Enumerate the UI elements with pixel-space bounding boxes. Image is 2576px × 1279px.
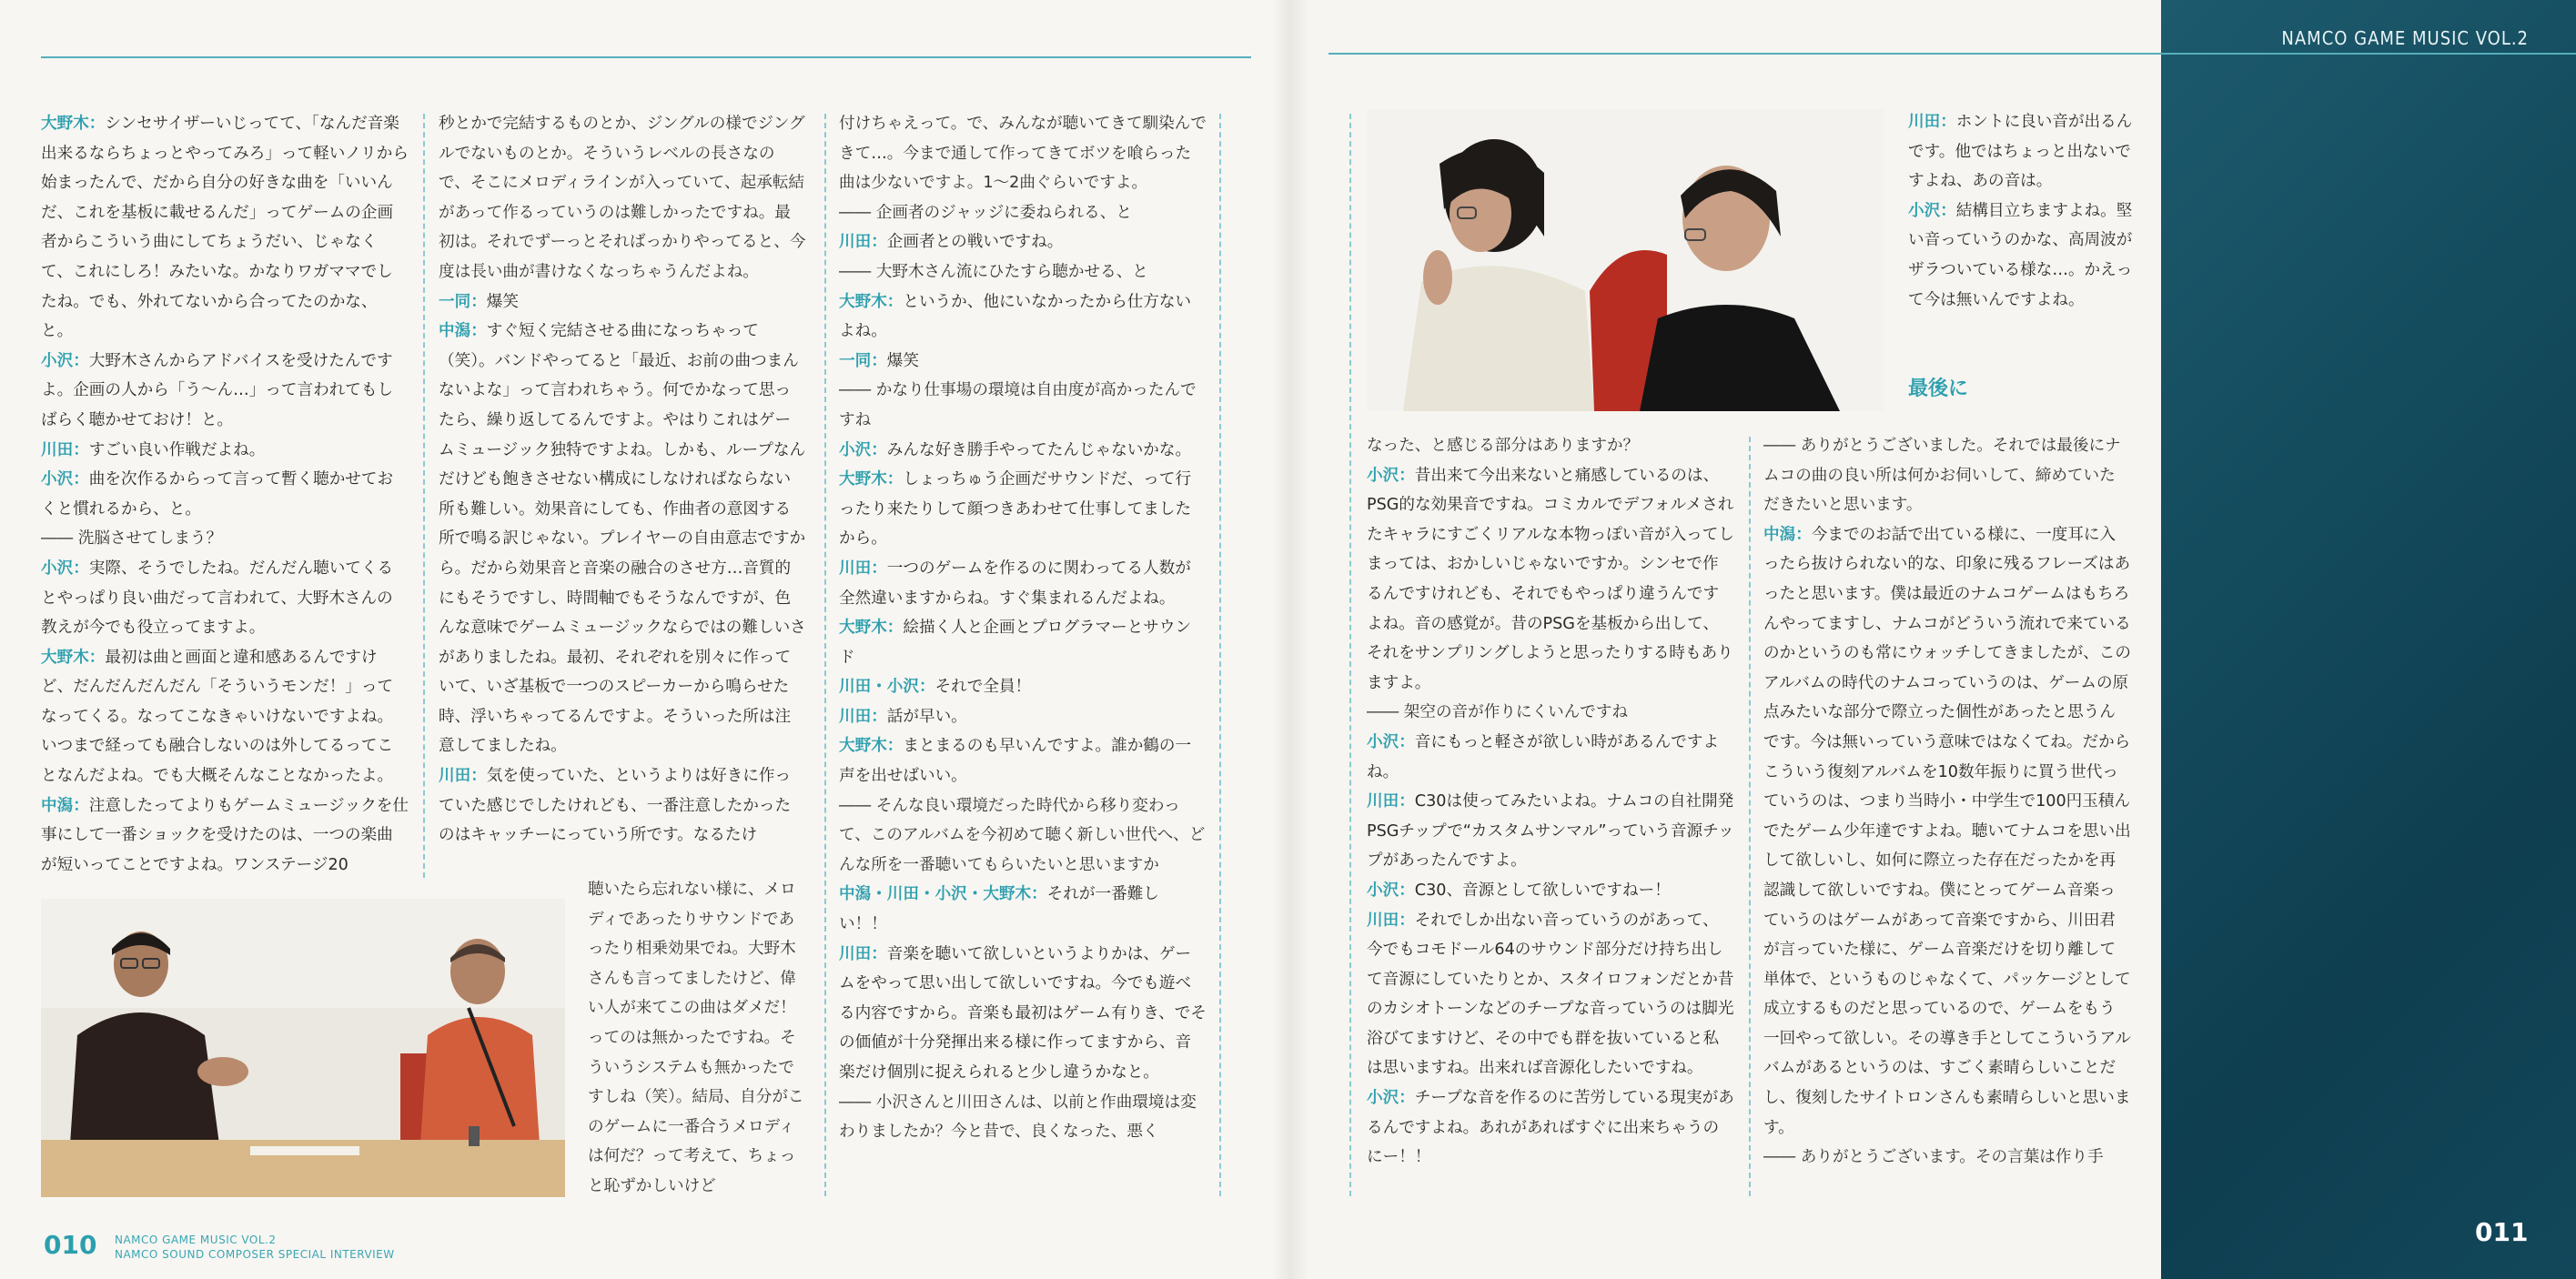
interview-paragraph xyxy=(439,287,806,317)
interview-paragraph xyxy=(588,875,806,1202)
speech-text: 気を使っていた、というよりは好きに作っていた感じでしたけれども、一番注意したかったのはキャッチーにっていう所です。なるたけ xyxy=(439,767,792,845)
interview-paragraph xyxy=(41,436,409,466)
speaker-name: 大野木： xyxy=(41,648,106,667)
interview-paragraph xyxy=(41,791,409,881)
interviewer-question: ―― ありがとうございました。それでは最後にナムコの曲の良い所は何かお伺いして、締めていただきたいと思います。 xyxy=(1763,437,2121,515)
folio-line-2: NAMCO SOUND COMPOSER SPECIAL INTERVIEW xyxy=(115,1248,395,1261)
speaker-name: 川田： xyxy=(41,440,89,459)
speech-text: 最初は曲と画面と違和感あるんですけど、だんだんだんだん「そういうモンだ！」ってなってくる。なってこなきゃいけないですよね。いつまで経っても融合しないのは外してるってことなんだよね。でも大概そんなことなかったよ。 xyxy=(41,648,394,786)
interview-paragraph xyxy=(1763,520,2131,1143)
speech-text: チープな音を作るのに苦労している現実があるんですよね。あれがあればすぐに出来ちゃうのにー！！ xyxy=(1367,1089,1734,1167)
speech-text: 一つのゲームを作るのに関わってる人数が全然違いますからね。すぐ集まれるんだよね。 xyxy=(839,559,1191,608)
header-rule-left xyxy=(41,56,1251,58)
interview-paragraph xyxy=(1367,906,1734,1084)
series-title: NAMCO GAME MUSIC VOL.2 xyxy=(2281,27,2529,49)
speaker-name: 中潟・川田・小沢・大野木： xyxy=(839,885,1047,904)
speaker-name: 川田： xyxy=(1367,792,1415,811)
interview-paragraph xyxy=(439,317,806,761)
speech-text: 話が早い。 xyxy=(886,707,967,726)
interviewer-question: 聴いたら忘れない様に、メロディであったりサウンドであったり相乗効果でね。大野木さんも言ってましたけど、偉い人が来てこの曲はダメだ！ってのは無かったですね。そういうシステムも無かったですしね（笑）。結局、自分がこのゲームに一番合うメロディは何だ？って考えて、ちょっと恥ずかしいけど xyxy=(588,881,804,1195)
speech-text: 大野木さんからアドバイスを受けたんですよ。企画の人から「う〜ん…」って言われてもしばらく聴かせておけ！と。 xyxy=(41,351,394,429)
speaker-name: 大野木： xyxy=(839,292,904,311)
interview-paragraph xyxy=(1367,1083,1734,1173)
interviewer-question: ―― 洗脳させてしまう？ xyxy=(41,529,223,549)
speaker-name: 川田： xyxy=(839,707,887,726)
speaker-name: 川田： xyxy=(1367,911,1415,930)
interview-photo-left xyxy=(41,899,565,1197)
interview-paragraph xyxy=(439,761,806,851)
interview-paragraph xyxy=(839,1088,1207,1147)
interview-paragraph xyxy=(1367,431,1734,461)
speech-text: ホントに良い音が出るんです。他ではちょっと出ないですよね、あの音は。 xyxy=(1908,113,2133,191)
speech-text: それでしか出ない音っていうのがあって、今でもコモドール64のサウンド部分だけ持ち出して音源にしていたりとか、スタイロフォンだとか昔のカシオトーンなどのチープな音っていうのは脚光浴びてますけど、その中でも群を抜いていると私は思いますね。出来れば音源化したいですね。 xyxy=(1367,911,1734,1078)
interview-paragraph xyxy=(839,613,1207,672)
text-column-5 xyxy=(1763,431,2131,1173)
interviewer-question: ―― 小沢さんと川田さんは、以前と作曲環境は変わりましたか？今と昔で、良くなった、悪く xyxy=(839,1093,1197,1142)
speech-text: C30、音源として欲しいですねー！ xyxy=(1414,881,1671,900)
speech-text: 絵描く人と企画とプログラマーとサウンド xyxy=(839,619,1192,667)
interview-paragraph xyxy=(1367,698,1734,728)
speech-text: 音楽を聴いて欲しいというよりかは、ゲームをやって思い出して欲しいですね。今でも遊べる内容ですから。音楽も最初はゲーム有りき、でその価値が十分発揮出来る様に作ってますから、音楽だけ個別に捉えられると少し違うかなと。 xyxy=(839,944,1207,1082)
speaker-name: 中潟： xyxy=(1763,525,1812,544)
speaker-name: 小沢： xyxy=(1367,881,1415,900)
interview-paragraph xyxy=(1908,107,2134,196)
speech-text: みんな好き勝手やってたんじゃないかな。 xyxy=(886,440,1192,459)
speaker-name: 小沢： xyxy=(41,351,89,370)
interview-paragraph xyxy=(41,109,409,347)
speaker-name: 中潟： xyxy=(439,322,487,341)
interviewer-question: ―― そんな良い環境だった時代から移り変わって、このアルバムを今初めて聴く新しい世代へ、どんな所を一番聴いてもらいたいと思いますか xyxy=(839,796,1206,874)
speaker-name: 小沢： xyxy=(839,440,887,459)
interviewer-question: ―― ありがとうございます。その言葉は作り手 xyxy=(1763,1148,2104,1167)
speaker-name: 川田： xyxy=(1908,113,1956,131)
interview-paragraph xyxy=(839,227,1207,257)
interview-paragraph xyxy=(839,672,1207,702)
interview-paragraph xyxy=(839,287,1207,347)
book-spine xyxy=(1272,0,1308,1279)
speaker-name: 大野木： xyxy=(839,737,904,756)
column-divider xyxy=(1749,437,1751,1196)
interview-paragraph xyxy=(41,643,409,791)
interview-paragraph xyxy=(839,465,1207,554)
interviewer-question: 秒とかで完結するものとか、ジングルの様でジングルでないものとか。そういうレベルの長さなので、そこにメロディラインが入っていて、起承転結があって作るっていうのは難しかったですね。最初は。それでずーっとそればっかりやってると、今度は長い曲が書けなくなっちゃうんだよね。 xyxy=(439,115,806,281)
interview-paragraph xyxy=(839,257,1207,287)
interview-paragraph xyxy=(1908,196,2134,315)
speaker-name: 小沢： xyxy=(1367,466,1415,485)
interviewer-question: ―― 架空の音が作りにくいんですね xyxy=(1367,703,1629,722)
interview-photo-right xyxy=(1367,109,1884,411)
speech-text: それが一番難しい！！ xyxy=(839,885,1159,934)
speech-text: 音にもっと軽さが欲しい時があるんですよね。 xyxy=(1367,732,1720,781)
speaker-name: 小沢： xyxy=(41,470,89,489)
speech-text: すごい良い作戦だよね。 xyxy=(88,440,266,459)
speech-text: シンセサイザーいじってて、「なんだ音楽出来るならちょっとやってみろ」って軽いノリから始まったんで、だから自分の好きな曲を「いいんだ、これを基板に載せるんだ」ってゲームの企画者からこういう曲にしてちょうだい、じゃなくて、これにしろ！みたいな。かなりワガママでしたね。でも、外れてないから合ってたのかな、と。 xyxy=(41,115,409,341)
speaker-name: 川田： xyxy=(439,767,487,786)
column-divider xyxy=(1219,114,1221,1196)
speaker-name: 川田： xyxy=(839,944,887,963)
photo-woman-and-man xyxy=(1367,109,1884,411)
interview-paragraph xyxy=(839,109,1207,198)
speech-text: それで全員！ xyxy=(934,678,1032,697)
speaker-name: 大野木： xyxy=(41,115,106,133)
interview-paragraph xyxy=(1367,787,1734,876)
speaker-name: 一同： xyxy=(439,292,487,311)
interview-paragraph xyxy=(1763,1143,2131,1173)
speech-text: 爆笑 xyxy=(886,351,919,370)
header-rule-right xyxy=(1328,53,2576,55)
speaker-name: 小沢： xyxy=(1908,201,1956,220)
speech-text: 実際、そうでしたね。だんだん聴いてくるとやっぱり良い曲だって言われて、大野木さんの教えが今でも役立ってますよ。 xyxy=(41,559,394,638)
text-column-2 xyxy=(439,109,806,851)
speaker-name: 大野木： xyxy=(839,470,904,489)
text-column-4 xyxy=(1367,431,1734,1173)
column-divider xyxy=(824,114,826,1196)
text-column-1 xyxy=(41,109,409,880)
section-heading-last: 最後に xyxy=(1908,378,1969,400)
interview-paragraph xyxy=(839,791,1207,881)
speech-text: 結構目立ちますよね。堅い音っていうのかな、高周波がザラついている様な…。かえって今は無いんですよね。 xyxy=(1908,201,2133,309)
folio-line-1: NAMCO GAME MUSIC VOL.2 xyxy=(115,1234,277,1246)
interview-paragraph xyxy=(839,376,1207,435)
speech-text: C30は使ってみたいよね。ナムコの自社開発PSGチップで“カスタムサンマル”っていう音源チップがあったんですよ。 xyxy=(1367,792,1734,871)
interview-paragraph xyxy=(839,731,1207,791)
speaker-name: 小沢： xyxy=(41,559,89,578)
interview-paragraph xyxy=(839,554,1207,613)
interview-paragraph xyxy=(839,198,1207,228)
speaker-name: 中潟： xyxy=(41,796,89,815)
speaker-name: 川田： xyxy=(839,559,887,578)
speaker-name: 小沢： xyxy=(1367,1089,1415,1108)
speaker-name: 小沢： xyxy=(1367,732,1415,751)
text-column-3 xyxy=(839,109,1207,1147)
column-divider xyxy=(423,114,425,878)
speech-text: まとまるのも早いんですよ。誰か鶴の一声を出せばいい。 xyxy=(839,737,1192,786)
text-column-beside-photo xyxy=(1908,107,2134,315)
speech-text: しょっちゅう企画だサウンドだ、って行ったり来たりして顔つきあわせて仕事してましたから。 xyxy=(839,470,1192,549)
interview-paragraph xyxy=(839,702,1207,732)
interviewer-question: ―― 企画者のジャッジに委ねられる、と xyxy=(839,203,1132,222)
page-number-left: 010 xyxy=(44,1230,97,1260)
speech-text: 注意したってよりもゲームミュージックを仕事にして一番ショックを受けたのは、一つの楽曲が短いってことですよね。ワンステージ20 xyxy=(41,796,409,874)
speech-text: 昔出来て今出来ないと痛感しているのは、PSG的な効果音ですね。コミカルでデフォルメされたキャラにすごくリアルな本物っぽい音が入ってしまっては、おかしいじゃないですか。シンセで作るんですけれども、それでもやっぱり違うんですよね。音の感覚が。昔のPSGを基板から出して、それをサンプリングしようと思ったりする時もありますよ。 xyxy=(1367,466,1734,692)
interview-paragraph xyxy=(1367,876,1734,906)
speech-text: 企画者との戦いですね。 xyxy=(886,233,1064,252)
interview-paragraph xyxy=(41,524,409,554)
interview-paragraph xyxy=(439,109,806,287)
interview-paragraph xyxy=(1367,728,1734,787)
column-divider xyxy=(1349,114,1351,1196)
speech-text: 曲を次作るからって言って暫く聴かせておくと慣れるから、と。 xyxy=(41,470,394,519)
interview-paragraph xyxy=(41,347,409,436)
speaker-name: 大野木： xyxy=(839,619,904,638)
speech-text: すぐ短く完結させる曲になっちゃって（笑）。バンドやってると「最近、お前の曲つまんないよな」って言われちゃう。何でかなって思ったら、繰り返してるんですよ。やはりこれはゲームミュージック独特ですよね。しかも、ループなんだけども飽きさせない構成にしなければならない所も難しい。効果音にしても、作曲者の意図する所で鳴る訳じゃない。プレイヤーの自由意志ですから。だから効果音と音楽の融合のさせ方…音質的にもそうですし、時間軸でもそうなんですが、色んな意味でゲームミュージックならではの難しいさがありましたね。最初、それぞれを別々に作っていて、いざ基板で一つのスピーカーから鳴らせた時、浮いちゃってるんですよ。そういった所は注意してましたね。 xyxy=(439,322,806,756)
interview-paragraph xyxy=(839,347,1207,377)
speech-text: 爆笑 xyxy=(486,292,519,311)
speaker-name: 川田： xyxy=(839,233,887,252)
speech-text: 今までのお話で出ている様に、一度耳に入ったら抜けられない的な、印象に残るフレーズはあったと思います。僕は最近のナムコゲームはもちろんやってますし、ナムコがどういう流れで来ているのかというのも常にウォッチしてきましたが、このアルバムの時代のナムコっていうのは、ゲームの原点みたいな部分で際立った個性があったと思うんです。今は無いっていう意味ではなくてね。だからこういう復刻アルバムを10数年振りに買う世代っていうのは、つまり当時小・中学生で100円玉積んでたゲーム少年達ですよね。聴いてナムコを思い出して欲しいし、如何に際立った存在だったかを再認識して欲しいですね。僕にとってゲーム音楽っていうのはゲームがあって音楽ですから、川田君が言っていた様に、ゲーム音楽だけを切り離して単体で、というものじゃなくて、パッケージとして成立するものだと思っているので、ゲームをもう一回やって欲しい。その導き手としてこういうアルバムがあるというのは、すごく素晴らしいことだし、復刻したサイトロンさんも素晴らしいと思います。 xyxy=(1763,525,2131,1137)
interviewer-question: ―― かなり仕事場の環境は自由度が高かったんですね xyxy=(839,381,1197,429)
interview-paragraph xyxy=(839,940,1207,1088)
interview-paragraph xyxy=(41,465,409,524)
teal-side-band xyxy=(2161,0,2576,1279)
photo-two-men-at-table xyxy=(41,899,565,1197)
interviewer-question: なった、と感じる部分はありますか？ xyxy=(1367,437,1640,455)
interviewer-question: 付けちゃえって。で、みんなが聴いてきて馴染んできて…。今まで通して作ってきてボツを喰らった曲は少ないですよ。1〜2曲ぐらいですよ。 xyxy=(839,115,1207,193)
speaker-name: 一同： xyxy=(839,351,887,370)
speaker-name: 川田・小沢： xyxy=(839,678,935,697)
text-column-2-lower xyxy=(588,875,806,1202)
interview-paragraph xyxy=(1367,461,1734,699)
speech-text: というか、他にいなかったから仕方ないよね。 xyxy=(839,292,1192,341)
interview-paragraph xyxy=(839,880,1207,939)
page-number-right: 011 xyxy=(2475,1217,2529,1247)
interview-paragraph xyxy=(41,554,409,643)
interviewer-question: ―― 大野木さん流にひたすら聴かせる、と xyxy=(839,262,1148,281)
interview-paragraph xyxy=(1763,431,2131,520)
interview-paragraph xyxy=(839,436,1207,466)
